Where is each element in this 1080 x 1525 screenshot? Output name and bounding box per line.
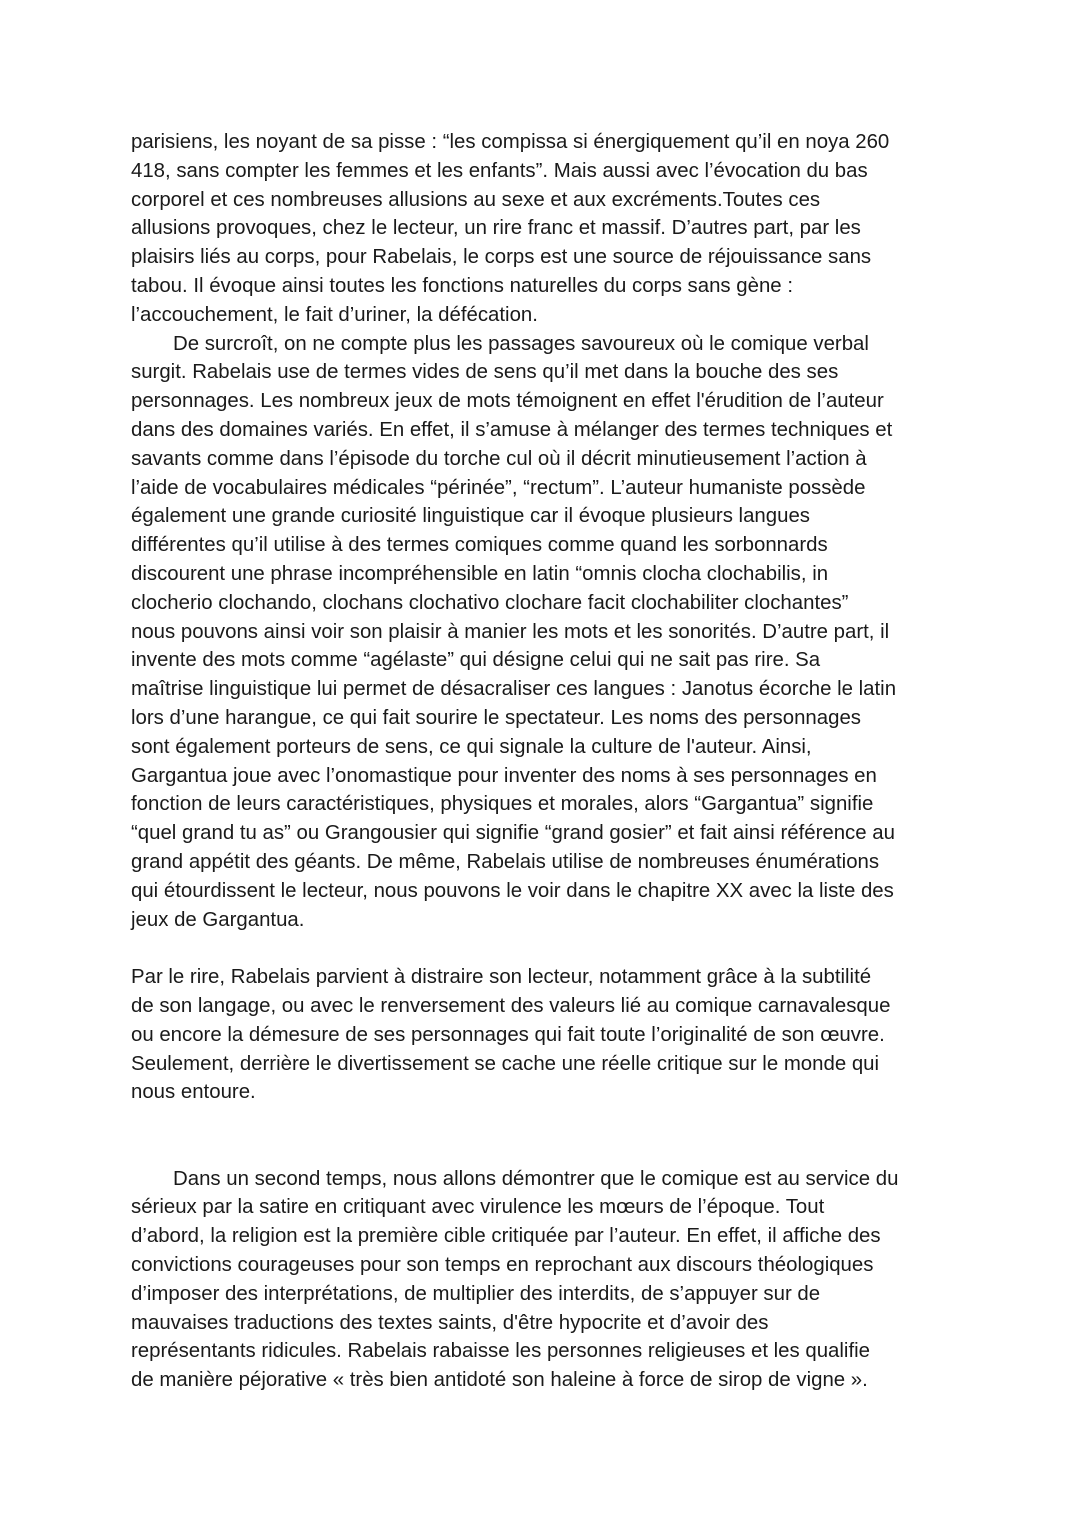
paragraph-comique-verbal [131, 330, 961, 935]
text-line: représentants ridicules. Rabelais rabaisse les personnes religieuses et les qualifie [131, 1340, 870, 1363]
text-line: d’abord, la religion est la première cible critiquée par l’auteur. En effet, il affiche des [131, 1225, 881, 1248]
text-line: ou encore la démesure de ses personnages qui fait toute l’originalité de son œuvre. [131, 1023, 885, 1046]
paragraph-spacer [131, 934, 961, 963]
text-line: l’aide de vocabulaires médicales “périnée”, “rectum”. L’auteur humaniste possède [131, 476, 866, 499]
text-line: convictions courageuses pour son temps en reprochant aux discours théologiques [131, 1254, 874, 1277]
paragraph-bas-corporel [131, 128, 961, 330]
text-line: dans des domaines variés. En effet, il s’amuse à mélanger des termes techniques et [131, 418, 893, 441]
text-line: clocherio clochando, clochans clochativo clochare facit clochabiliter clochantes” [131, 591, 849, 614]
text-line: corporel et ces nombreuses allusions au sexe et aux excréments.Toutes ces [131, 188, 821, 211]
text-line: sérieux par la satire en critiquant avec virulence les mœurs de l’époque. Tout [131, 1196, 825, 1219]
text-line: De surcroît, on ne compte plus les passages savoureux où le comique verbal [173, 332, 869, 355]
text-line: plaisirs liés au corps, pour Rabelais, le corps est une source de réjouissance sans [131, 246, 872, 269]
text-line: grand appétit des géants. De même, Rabelais utilise de nombreuses énumérations [131, 850, 880, 873]
document-page [131, 128, 961, 1395]
paragraph-spacer [131, 1107, 961, 1165]
text-line: invente des mots comme “agélaste” qui désigne celui qui ne sait pas rire. Sa [131, 649, 821, 672]
text-line: 418, sans compter les femmes et les enfants”. Mais aussi avec l’évocation du bas [131, 159, 868, 182]
text-line: personnages. Les nombreux jeux de mots témoignent en effet l'érudition de l’auteur [131, 390, 884, 413]
text-line: de son langage, ou avec le renversement des valeurs lié au comique carnavalesque [131, 994, 891, 1017]
text-line: savants comme dans l’épisode du torche cul où il décrit minutieusement l’action à [131, 447, 867, 470]
text-line: de manière péjorative « très bien antidoté son haleine à force de sirop de vigne ». [131, 1369, 868, 1392]
text-line: nous entoure. [131, 1081, 256, 1104]
text-line: également une grande curiosité linguistique car il évoque plusieurs langues [131, 505, 810, 528]
text-line: Par le rire, Rabelais parvient à distraire son lecteur, notamment grâce à la subtilité [131, 966, 872, 989]
text-line: “quel grand tu as” ou Grangousier qui signifie “grand gosier” et fait ainsi référence au [131, 822, 895, 845]
text-line: jeux de Gargantua. [131, 908, 305, 931]
text-line: mauvaises traductions des textes saints, d'être hypocrite et d’avoir des [131, 1311, 769, 1334]
text-line: surgit. Rabelais use de termes vides de sens qu’il met dans la bouche des ses [131, 361, 839, 384]
text-line: nous pouvons ainsi voir son plaisir à manier les mots et les sonorités. D’autre part, il [131, 620, 890, 643]
text-line: allusions provoques, chez le lecteur, un rire franc et massif. D’autres part, par les [131, 217, 861, 240]
text-line: différentes qu’il utilise à des termes comiques comme quand les sorbonnards [131, 534, 828, 557]
text-line: fonction de leurs caractéristiques, physiques et morales, alors “Gargantua” signifie [131, 793, 874, 816]
text-line: l’accouchement, le fait d’uriner, la défécation. [131, 303, 538, 326]
text-line: Dans un second temps, nous allons démontrer que le comique est au service du [173, 1167, 899, 1190]
paragraph-satire-religion [131, 1165, 961, 1395]
text-line: maîtrise linguistique lui permet de désacraliser ces langues : Janotus écorche le latin [131, 678, 897, 701]
text-line: parisiens, les noyant de sa pisse : “les compissa si énergiquement qu’il en noya 260 [131, 131, 890, 153]
text-line: discourent une phrase incompréhensible en latin “omnis clocha clochabilis, in [131, 562, 829, 585]
text-line: lors d’une harangue, ce qui fait sourire le spectateur. Les noms des personnages [131, 706, 861, 729]
text-line: sont également porteurs de sens, ce qui signale la culture de l'auteur. Ainsi, [131, 735, 812, 758]
text-line: Seulement, derrière le divertissement se cache une réelle critique sur le monde qui [131, 1052, 880, 1075]
text-line: Gargantua joue avec l’onomastique pour inventer des noms à ses personnages en [131, 764, 877, 787]
text-line: qui étourdissent le lecteur, nous pouvons le voir dans le chapitre XX avec la liste des [131, 879, 894, 902]
text-line: d’imposer des interprétations, de multiplier des interdits, de s’appuyer sur de [131, 1282, 821, 1305]
paragraph-transition [131, 963, 961, 1107]
text-line: tabou. Il évoque ainsi toutes les fonctions naturelles du corps sans gène : [131, 274, 793, 297]
